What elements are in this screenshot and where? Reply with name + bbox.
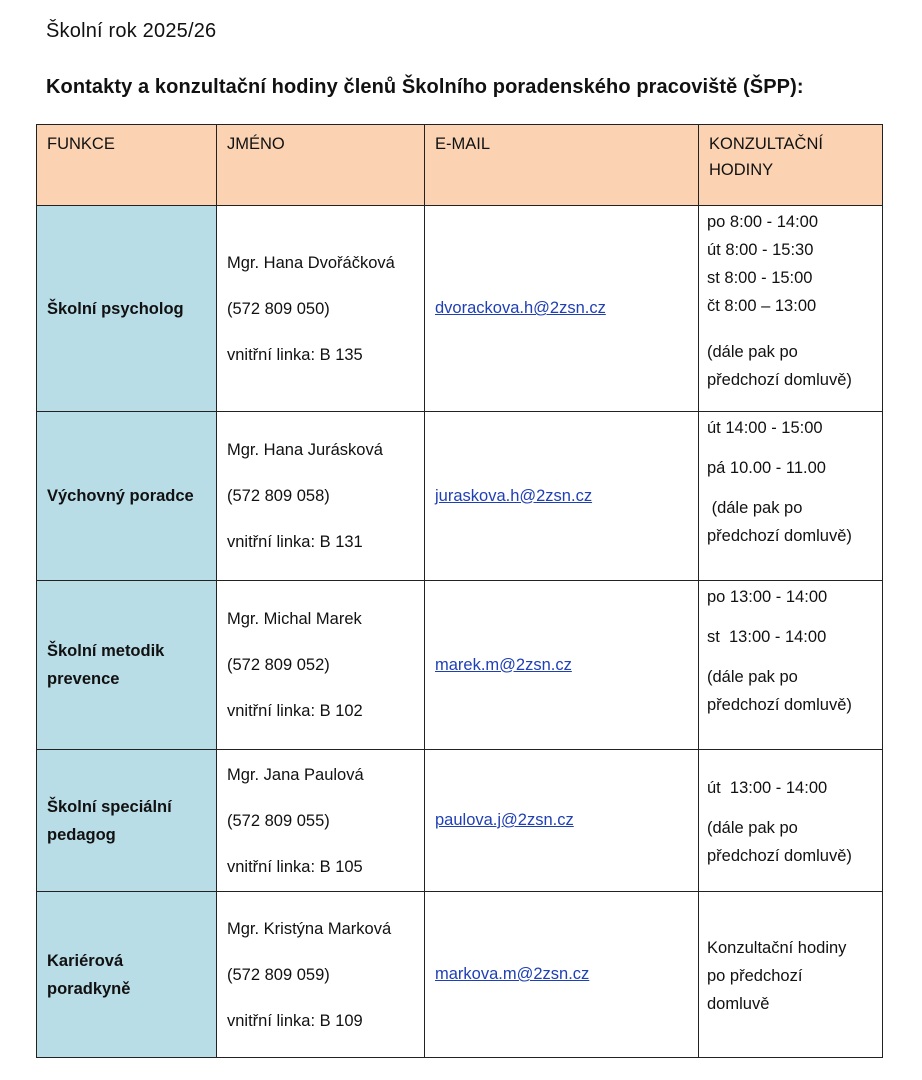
person-phone: (572 809 059) (227, 965, 330, 984)
email-cell (425, 412, 699, 581)
hours-note: (dále pak po (707, 818, 798, 837)
contacts-table (36, 124, 883, 1058)
role-cell: Školní psycholog (37, 206, 217, 412)
page-title: Kontakty a konzultační hodiny členů Školního poradenského pracoviště (ŠPP): (46, 76, 804, 98)
person-cell (217, 412, 425, 581)
hours-cell (699, 206, 883, 412)
role-cell: Školní metodik prevence (37, 581, 217, 750)
school-year: Školní rok 2025/26 (46, 20, 217, 42)
table-row (37, 412, 883, 581)
hours-line: po 13:00 - 14:00 (707, 588, 828, 606)
table-row (37, 581, 883, 750)
hours-note: (dále pak po (707, 668, 798, 686)
email-link[interactable]: markova.m@2zsn.cz (435, 965, 590, 983)
hours-note: (dále pak po (707, 343, 798, 361)
person-name: Mgr. Hana Dvořáčková (227, 253, 395, 272)
header-email: E-MAIL (425, 125, 699, 206)
person-name: Mgr. Hana Jurásková (227, 441, 383, 459)
hours-line: út 13:00 - 14:00 (707, 778, 828, 797)
hours-note: (dále pak po (707, 499, 803, 517)
hours-cell (699, 412, 883, 581)
hours-cell (699, 750, 883, 892)
hours-cell (699, 892, 883, 1058)
header-hours: KONZULTAČNÍ HODINY (699, 125, 883, 206)
hours-line: út 8:00 - 15:30 (707, 241, 814, 259)
email-cell (425, 206, 699, 412)
person-phone: (572 809 055) (227, 811, 330, 830)
table-row (37, 206, 883, 412)
hours-note: předchozí domluvě) (707, 527, 852, 545)
person-extension: vnitřní linka: B 131 (227, 533, 363, 551)
hours-note: předchozí domluvě) (707, 696, 852, 714)
person-name: Mgr. Jana Paulová (227, 765, 364, 784)
hours-line: Konzultační hodiny (707, 938, 847, 957)
person-name: Mgr. Kristýna Marková (227, 919, 392, 938)
person-extension: vnitřní linka: B 102 (227, 702, 363, 720)
person-phone: (572 809 050) (227, 299, 330, 318)
person-cell (217, 892, 425, 1058)
hours-line: pá 10.00 - 11.00 (707, 459, 826, 477)
person-extension: vnitřní linka: B 135 (227, 345, 363, 364)
role-cell: Kariérová poradkyně (37, 892, 217, 1058)
email-cell (425, 892, 699, 1058)
hours-note: předchozí domluvě) (707, 846, 852, 865)
hours-line: út 14:00 - 15:00 (707, 419, 823, 437)
email-cell (425, 581, 699, 750)
hours-line: po 8:00 - 14:00 (707, 213, 819, 231)
hours-line: domluvě (707, 994, 770, 1013)
person-phone: (572 809 058) (227, 487, 330, 505)
hours-line: st 8:00 - 15:00 (707, 269, 813, 287)
person-extension: vnitřní linka: B 105 (227, 857, 363, 876)
email-link[interactable]: marek.m@2zsn.cz (435, 655, 572, 674)
person-cell (217, 206, 425, 412)
person-phone: (572 809 052) (227, 656, 330, 674)
role-cell: Školní speciální pedagog (37, 750, 217, 892)
email-cell (425, 750, 699, 892)
person-extension: vnitřní linka: B 109 (227, 1011, 363, 1030)
header-name: JMÉNO (217, 125, 425, 206)
role-cell: Výchovný poradce (37, 412, 217, 581)
person-cell (217, 581, 425, 750)
hours-note: předchozí domluvě) (707, 371, 852, 389)
email-link[interactable]: dvorackova.h@2zsn.cz (435, 299, 606, 317)
hours-cell (699, 581, 883, 750)
hours-line: po předchozí (707, 966, 803, 985)
hours-line: st 13:00 - 14:00 (707, 628, 827, 646)
person-name: Mgr. Michal Marek (227, 610, 362, 628)
table-header-row (37, 125, 883, 206)
person-cell (217, 750, 425, 892)
hours-line: čt 8:00 – 13:00 (707, 297, 817, 315)
table-row (37, 892, 883, 1058)
header-function: FUNKCE (37, 125, 217, 206)
email-link[interactable]: juraskova.h@2zsn.cz (435, 486, 593, 505)
table-row (37, 750, 883, 892)
email-link[interactable]: paulova.j@2zsn.cz (435, 811, 574, 829)
